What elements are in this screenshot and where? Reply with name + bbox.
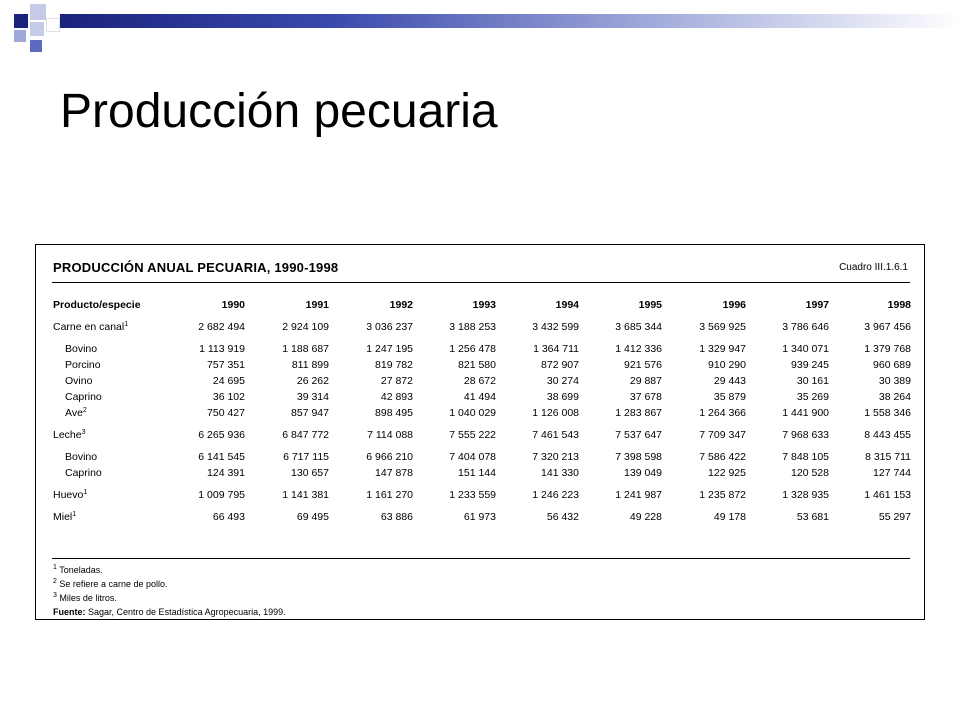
year-header-1996: 1996 <box>722 299 746 311</box>
table-cell: 1 235 872 <box>699 489 746 501</box>
table-cell: 30 389 <box>878 375 911 387</box>
footnote-marker: 1 <box>72 511 77 518</box>
table-cell: 7 461 543 <box>532 429 579 441</box>
footnote-marker: 3 <box>53 592 57 599</box>
table-cell: 38 699 <box>546 391 579 403</box>
table-cell: 55 297 <box>878 511 911 523</box>
footnote-marker: 1 <box>124 321 129 328</box>
table-cell: 1 161 270 <box>366 489 413 501</box>
table-cell: 130 657 <box>291 467 329 479</box>
table-cell: 7 709 347 <box>699 429 746 441</box>
row-label-text: Porcino <box>65 359 101 371</box>
decor-square-mid <box>14 30 26 42</box>
table-cell: 1 283 867 <box>615 407 662 419</box>
row-label-text: Bovino <box>65 451 98 463</box>
decor-square-white <box>46 18 60 32</box>
table-row <box>53 487 909 503</box>
table-cell: 29 887 <box>629 375 662 387</box>
table-row <box>53 357 909 373</box>
table-cell: 819 782 <box>375 359 413 371</box>
table-cell: 1 247 195 <box>366 343 413 355</box>
table-cell: 37 678 <box>629 391 662 403</box>
row-label <box>65 341 97 357</box>
table-cell: 8 443 455 <box>864 429 911 441</box>
footnote-source-label: Fuente: <box>53 607 86 617</box>
table-row <box>53 389 909 405</box>
table-cell: 821 580 <box>458 359 496 371</box>
table-cell: 3 432 599 <box>532 321 579 333</box>
footnotes <box>53 563 286 619</box>
table-cell: 30 274 <box>546 375 579 387</box>
table-cell: 960 689 <box>873 359 911 371</box>
footnote-text: Toneladas. <box>59 565 103 575</box>
table-cell: 7 114 088 <box>367 429 413 441</box>
table-cell: 1 141 381 <box>282 489 329 501</box>
year-header-1998: 1998 <box>887 299 911 311</box>
table-cell: 1 264 366 <box>699 407 746 419</box>
slide-title: Producción pecuaria <box>60 85 498 138</box>
table-cell: 147 878 <box>375 467 413 479</box>
table-cell: 63 886 <box>380 511 413 523</box>
table-cell: 38 264 <box>878 391 911 403</box>
footnote-marker: 3 <box>81 429 86 436</box>
table-cell: 757 351 <box>207 359 245 371</box>
table-row <box>53 373 909 389</box>
table-cell: 1 233 559 <box>449 489 496 501</box>
table-cell: 1 256 478 <box>449 343 496 355</box>
row-label-text: Bovino <box>65 343 98 355</box>
table-cell: 69 495 <box>296 511 329 523</box>
table-cell: 6 265 936 <box>198 429 245 441</box>
table-cell: 6 141 545 <box>198 451 245 463</box>
table-cell: 1 241 987 <box>615 489 662 501</box>
year-header-1995: 1995 <box>638 299 662 311</box>
table-title: PRODUCCIÓN ANUAL PECUARIA, 1990-1998 <box>53 260 339 275</box>
footnote-text: Miles de litros. <box>59 593 117 603</box>
table-cell: 1 412 336 <box>615 343 662 355</box>
table-cell: 1 040 029 <box>449 407 496 419</box>
data-grid <box>53 297 909 525</box>
row-label-text: Ave <box>65 407 83 419</box>
table-cell: 3 967 456 <box>864 321 911 333</box>
table-cell: 910 290 <box>708 359 746 371</box>
decor-square-navy <box>14 14 28 28</box>
row-label <box>53 487 87 503</box>
table-cell: 41 494 <box>463 391 496 403</box>
table-cell: 1 246 223 <box>532 489 579 501</box>
table-row <box>53 509 909 525</box>
table-row <box>53 405 909 421</box>
production-table-figure <box>35 244 925 620</box>
table-cell: 24 695 <box>212 375 245 387</box>
table-cell: 1 379 768 <box>864 343 911 355</box>
row-label-text: Leche <box>53 429 82 441</box>
table-cell: 1 113 919 <box>199 343 245 355</box>
table-cell: 3 569 925 <box>699 321 746 333</box>
decor-square-light <box>30 4 46 20</box>
table-cell: 898 495 <box>375 407 413 419</box>
header-gradient-bar <box>60 14 960 28</box>
table-cell: 872 907 <box>541 359 579 371</box>
table-cell: 1 328 935 <box>782 489 829 501</box>
table-row <box>53 341 909 357</box>
table-cell: 139 049 <box>624 467 662 479</box>
row-label <box>53 427 86 443</box>
top-rule <box>52 282 910 283</box>
table-cell: 151 144 <box>458 467 496 479</box>
footnote-text: Se refiere a carne de pollo. <box>59 579 168 589</box>
footnote-marker: 2 <box>82 407 87 414</box>
header-label: Producto/especie <box>53 299 141 311</box>
table-cell: 6 966 210 <box>366 451 413 463</box>
row-label <box>65 357 101 373</box>
footnote-marker: 2 <box>53 578 57 585</box>
table-cell: 42 893 <box>380 391 413 403</box>
row-label <box>53 319 128 335</box>
table-cell: 1 188 687 <box>282 343 329 355</box>
row-label <box>65 373 92 389</box>
table-cell: 120 528 <box>791 467 829 479</box>
footnote-text: Sagar, Centro de Estadística Agropecuaria, 1999. <box>88 607 286 617</box>
footnote <box>53 591 286 605</box>
table-cell: 3 786 646 <box>782 321 829 333</box>
table-cell: 66 493 <box>212 511 245 523</box>
row-label-text: Huevo <box>53 489 84 501</box>
table-cell: 7 537 647 <box>615 429 662 441</box>
table-cell: 127 744 <box>873 467 911 479</box>
header-row <box>53 297 909 313</box>
table-cell: 3 036 237 <box>366 321 413 333</box>
table-cell: 939 245 <box>791 359 829 371</box>
footnote <box>53 563 286 577</box>
table-cell: 921 576 <box>624 359 662 371</box>
table-cell: 1 126 008 <box>532 407 579 419</box>
table-cell: 6 847 772 <box>282 429 329 441</box>
table-row <box>53 465 909 481</box>
table-cell: 1 329 947 <box>699 343 746 355</box>
table-cell: 1 009 795 <box>198 489 245 501</box>
table-cell: 36 102 <box>212 391 245 403</box>
table-cell: 35 269 <box>796 391 829 403</box>
table-row <box>53 319 909 335</box>
table-cell: 141 330 <box>541 467 579 479</box>
row-label <box>53 509 76 525</box>
row-label <box>65 449 97 465</box>
table-cell: 857 947 <box>291 407 329 419</box>
table-cell: 1 558 346 <box>864 407 911 419</box>
year-header-1992: 1992 <box>389 299 413 311</box>
table-cell: 1 441 900 <box>782 407 829 419</box>
decor-square-blue <box>30 40 42 52</box>
year-header-1991: 1991 <box>305 299 329 311</box>
table-cell: 28 672 <box>463 375 496 387</box>
table-cell: 7 848 105 <box>782 451 829 463</box>
table-cell: 35 879 <box>713 391 746 403</box>
table-cell: 3 188 253 <box>449 321 496 333</box>
table-cell: 29 443 <box>713 375 746 387</box>
row-label-text: Miel <box>53 511 73 523</box>
year-header-1994: 1994 <box>555 299 579 311</box>
row-label <box>65 465 102 481</box>
table-row <box>53 449 909 465</box>
table-cell: 8 315 711 <box>865 451 911 463</box>
row-label-text: Carne en canal <box>53 321 125 333</box>
table-cell: 7 555 222 <box>449 429 496 441</box>
table-cell: 49 178 <box>713 511 746 523</box>
row-label <box>65 389 102 405</box>
table-row <box>53 427 909 443</box>
table-cell: 7 404 078 <box>449 451 496 463</box>
table-cell: 6 717 115 <box>283 451 329 463</box>
footnote-marker: 1 <box>83 489 88 496</box>
year-header-1990: 1990 <box>221 299 245 311</box>
table-cell: 811 899 <box>291 359 329 371</box>
footnote <box>53 605 286 619</box>
table-cell: 7 398 598 <box>615 451 662 463</box>
footnote-marker: 1 <box>53 564 57 571</box>
table-cell: 27 872 <box>380 375 413 387</box>
bottom-rule <box>52 558 910 559</box>
table-cell: 7 968 633 <box>782 429 829 441</box>
table-cell: 1 461 153 <box>864 489 911 501</box>
table-cell: 53 681 <box>796 511 829 523</box>
table-cell: 7 320 213 <box>532 451 579 463</box>
table-cell: 61 973 <box>463 511 496 523</box>
table-reference: Cuadro III.1.6.1 <box>839 262 908 273</box>
year-header-1993: 1993 <box>472 299 496 311</box>
table-cell: 49 228 <box>629 511 662 523</box>
table-cell: 124 391 <box>207 467 245 479</box>
row-label <box>65 405 87 421</box>
table-cell: 7 586 422 <box>699 451 746 463</box>
row-label-text: Caprino <box>65 467 102 479</box>
footnote <box>53 577 286 591</box>
table-cell: 122 925 <box>708 467 746 479</box>
table-cell: 2 924 109 <box>282 321 329 333</box>
table-cell: 750 427 <box>207 407 245 419</box>
row-label-text: Caprino <box>65 391 102 403</box>
table-cell: 2 682 494 <box>198 321 245 333</box>
row-label-text: Ovino <box>65 375 93 387</box>
decor-square-light <box>30 22 44 36</box>
table-cell: 1 364 711 <box>533 343 579 355</box>
table-cell: 1 340 071 <box>782 343 829 355</box>
year-header-1997: 1997 <box>805 299 829 311</box>
table-cell: 26 262 <box>296 375 329 387</box>
table-cell: 30 161 <box>796 375 829 387</box>
table-cell: 56 432 <box>546 511 579 523</box>
table-cell: 39 314 <box>296 391 329 403</box>
table-cell: 3 685 344 <box>615 321 662 333</box>
